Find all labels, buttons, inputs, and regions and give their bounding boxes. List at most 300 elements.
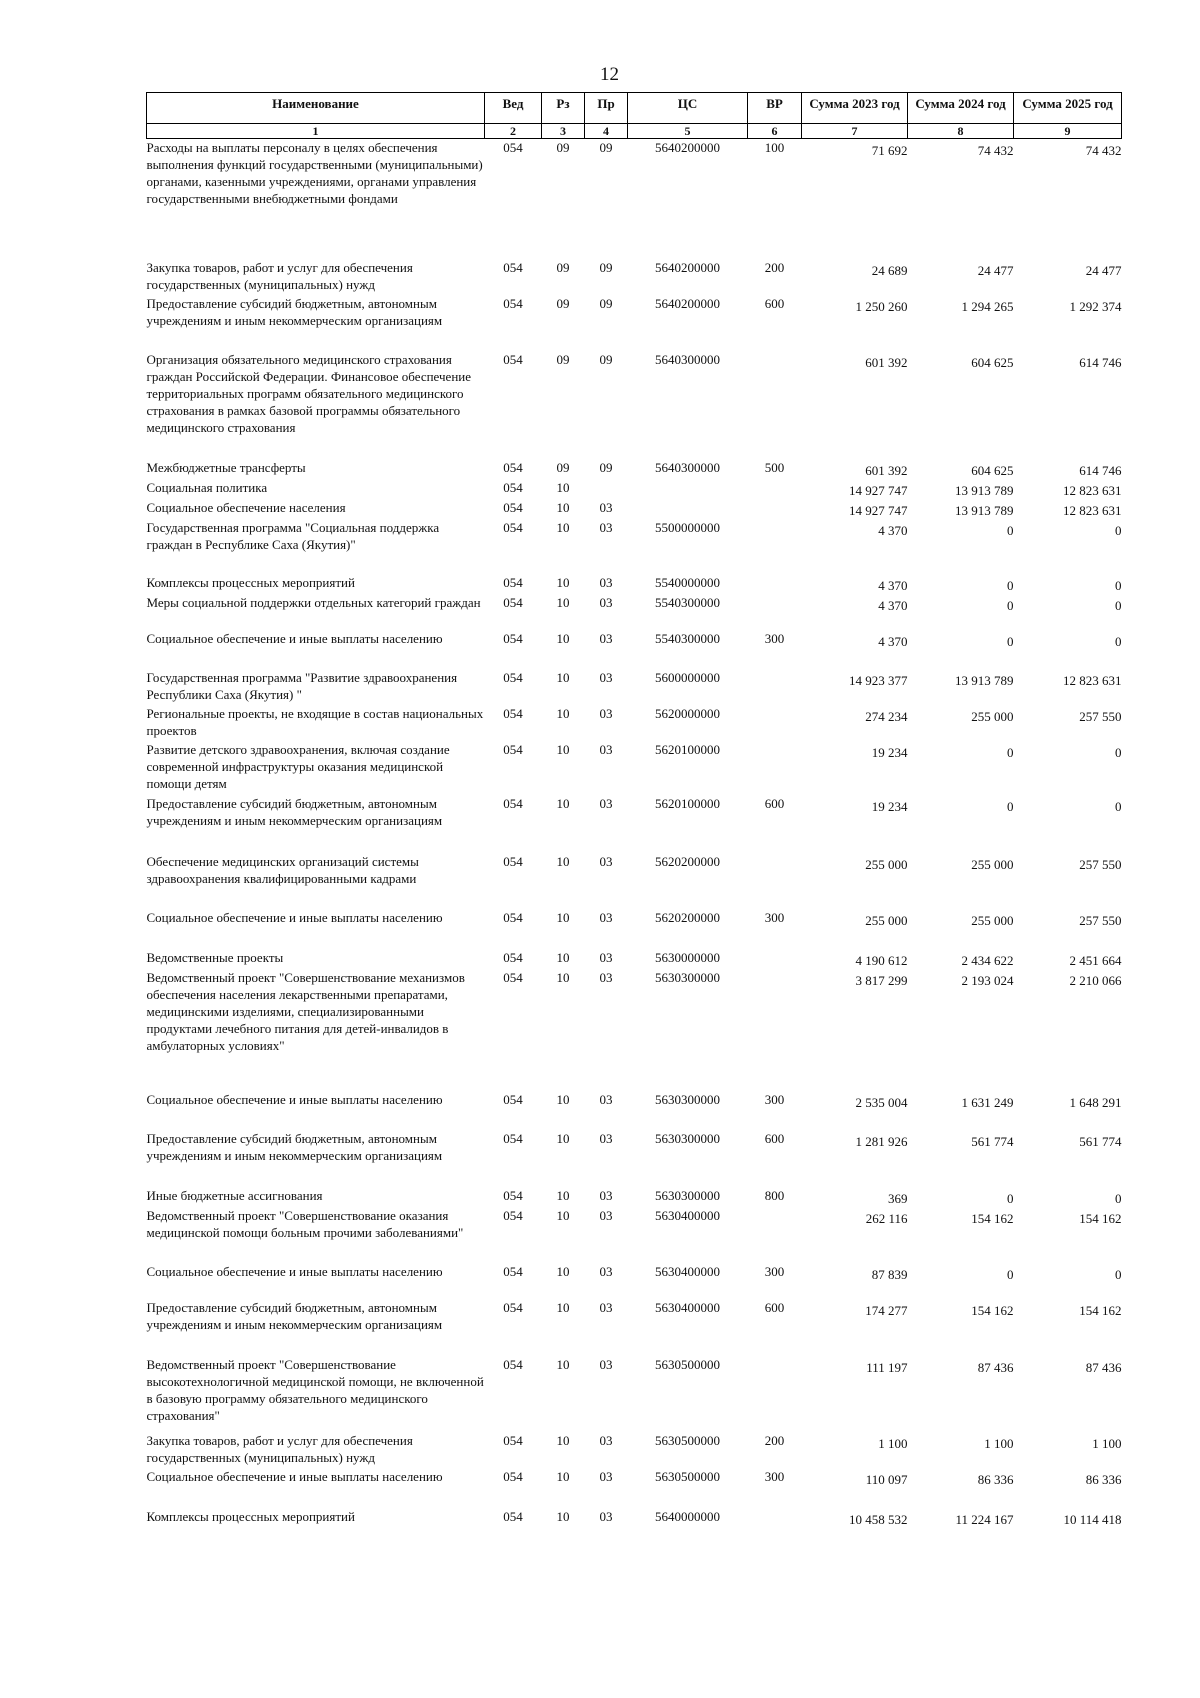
row-sum-2025: 0	[1115, 633, 1122, 649]
row-sum-2025: 0	[1115, 798, 1122, 814]
table-row	[147, 459, 1122, 479]
header-sum-2024: Сумма 2024 год	[908, 93, 1014, 124]
row-sum-2024: 74 432	[977, 143, 1014, 158]
row-sum-2025: 0	[1115, 1190, 1122, 1206]
row-name: Межбюджетные трансферты	[146, 459, 306, 475]
row-name: Закупка товаров, работ и услуг для обеспечения государственных (муниципальных) нужд	[146, 1432, 413, 1465]
row-sum-2024: 1 631 249	[961, 1094, 1014, 1110]
row-name: Комплексы процессных мероприятий	[146, 1508, 355, 1524]
row-sum-2024: 255 000	[971, 856, 1014, 872]
row-sum-2025: 0	[1115, 1266, 1122, 1282]
row-sum-2025: 257 550	[1079, 708, 1122, 724]
table-row	[147, 139, 1122, 259]
row-pr: 03	[599, 1130, 613, 1146]
row-vr: 300	[764, 1468, 785, 1484]
row-ved: 054	[503, 741, 523, 757]
row-cs: 5640200000	[655, 140, 720, 155]
row-sum-2024: 2 434 622	[961, 952, 1014, 968]
table-row	[147, 259, 1122, 295]
row-rz: 09	[556, 295, 570, 311]
row-vr: 300	[764, 630, 785, 646]
row-cs: 5630500000	[655, 1468, 720, 1484]
row-sum-2024: 13 913 789	[955, 672, 1014, 688]
row-sum-2025: 0	[1115, 577, 1122, 593]
table-row	[147, 1207, 1122, 1263]
table-row	[147, 295, 1122, 351]
row-ved: 054	[503, 705, 523, 721]
row-vr: 300	[764, 1263, 785, 1279]
row-vr	[748, 1356, 802, 1432]
row-pr: 09	[599, 140, 613, 155]
row-sum-2023: 2 535 004	[855, 1094, 908, 1110]
column-number: 4	[585, 124, 628, 139]
row-sum-2025: 74 432	[1085, 143, 1122, 158]
row-sum-2023: 14 927 747	[849, 502, 908, 518]
row-name: Ведомственные проекты	[146, 949, 284, 965]
row-ved: 054	[503, 1468, 523, 1484]
row-sum-2023: 255 000	[865, 912, 908, 928]
row-sum-2025: 2 210 066	[1069, 972, 1122, 988]
row-ved: 054	[503, 1263, 523, 1279]
column-number: 9	[1014, 124, 1122, 139]
row-cs: 5620100000	[655, 741, 720, 757]
row-ved: 054	[503, 140, 523, 155]
row-sum-2025: 614 746	[1079, 354, 1122, 370]
row-name: Организация обязательного медицинского страхования граждан Российской Федерации. Финансовое обеспечение территориальных программ обязательного медицинского страхования в рамках базовой программы обязательного медицинского страхования	[146, 351, 471, 435]
row-sum-2024: 0	[1007, 798, 1014, 814]
header-sum-2023: Сумма 2023 год	[802, 93, 908, 124]
row-sum-2024: 0	[1007, 522, 1014, 538]
row-cs: 5630000000	[655, 949, 720, 965]
row-rz: 10	[556, 705, 570, 721]
row-name: Ведомственный проект "Совершенствование механизмов обеспечения населения лекарственными препаратами, медицинскими изделиями, специализированными продуктами лечебного питания для детей-инвалидов в амбулаторных условиях"	[146, 969, 465, 1053]
row-pr: 09	[599, 351, 613, 367]
row-sum-2023: 262 116	[865, 1210, 908, 1226]
row-sum-2023: 10 458 532	[849, 1511, 908, 1527]
row-vr: 600	[764, 1299, 785, 1315]
row-sum-2025: 561 774	[1079, 1133, 1122, 1149]
row-sum-2023: 601 392	[865, 462, 908, 478]
row-ved: 054	[503, 1432, 523, 1448]
header-vr: ВР	[748, 93, 802, 124]
row-name: Предоставление субсидий бюджетным, автономным учреждениям и иным некоммерческим организациям	[146, 1130, 443, 1163]
row-sum-2023: 4 370	[878, 522, 908, 538]
header-rz: Рз	[542, 93, 585, 124]
row-ved: 054	[503, 259, 523, 275]
table-row	[147, 795, 1122, 853]
row-sum-2025: 1 292 374	[1069, 298, 1122, 314]
row-rz: 10	[556, 1356, 570, 1372]
row-vr	[748, 519, 802, 574]
row-ved: 054	[503, 1508, 523, 1524]
table-row	[147, 1432, 1122, 1468]
table-row	[147, 594, 1122, 630]
row-pr: 03	[599, 1207, 613, 1223]
row-sum-2024: 255 000	[971, 912, 1014, 928]
row-sum-2025: 87 436	[1085, 1359, 1122, 1375]
row-name: Социальное обеспечение и иные выплаты населению	[146, 909, 443, 925]
row-pr: 09	[599, 459, 613, 475]
row-sum-2024: 0	[1007, 1266, 1014, 1282]
row-rz: 10	[556, 1207, 570, 1223]
row-cs: 5600000000	[655, 669, 720, 685]
table-row	[147, 479, 1122, 499]
row-sum-2025: 154 162	[1079, 1302, 1122, 1318]
column-number: 6	[748, 124, 802, 139]
row-sum-2024: 24 477	[977, 262, 1014, 278]
table-row	[147, 351, 1122, 459]
row-name: Ведомственный проект "Совершенствование оказания медицинской помощи больным прочими заболеваниями"	[146, 1207, 464, 1240]
row-cs: 5640000000	[655, 1508, 720, 1524]
row-cs	[628, 479, 748, 499]
row-name: Ведомственный проект "Совершенствование высокотехнологичной медицинской помощи, не включенной в базовую программу обязательного медицинского страхования"	[146, 1356, 484, 1423]
row-ved: 054	[503, 909, 523, 925]
row-ved: 054	[503, 630, 523, 646]
header-pr: Пр	[585, 93, 628, 124]
row-cs: 5630400000	[655, 1299, 720, 1315]
row-rz: 10	[556, 1432, 570, 1448]
row-vr	[748, 853, 802, 909]
row-name: Закупка товаров, работ и услуг для обеспечения государственных (муниципальных) нужд	[146, 259, 413, 292]
row-sum-2023: 4 370	[878, 577, 908, 593]
row-sum-2024: 0	[1007, 597, 1014, 613]
row-pr: 03	[599, 1263, 613, 1279]
row-sum-2023: 369	[888, 1190, 908, 1206]
row-vr	[748, 479, 802, 499]
row-sum-2023: 3 817 299	[855, 972, 908, 988]
row-ved: 054	[503, 351, 523, 367]
row-cs: 5630500000	[655, 1432, 720, 1448]
row-cs: 5540000000	[655, 574, 720, 590]
table-row	[147, 1130, 1122, 1187]
row-vr	[748, 1508, 802, 1538]
row-sum-2024: 11 224 167	[955, 1511, 1014, 1527]
row-ved: 054	[503, 669, 523, 685]
row-sum-2024: 0	[1007, 633, 1014, 649]
row-sum-2024: 604 625	[971, 462, 1014, 478]
row-ved: 054	[503, 574, 523, 590]
row-vr	[748, 669, 802, 705]
row-sum-2023: 111 197	[866, 1359, 908, 1375]
row-sum-2025: 12 823 631	[1063, 502, 1122, 518]
row-sum-2025: 257 550	[1079, 856, 1122, 872]
row-ved: 054	[503, 1091, 523, 1107]
row-ved: 054	[503, 1356, 523, 1372]
row-vr	[748, 1207, 802, 1263]
row-name: Комплексы процессных мероприятий	[146, 574, 355, 590]
row-cs: 5620100000	[655, 795, 720, 811]
row-sum-2024: 0	[1007, 1190, 1014, 1206]
row-rz: 10	[556, 1130, 570, 1146]
row-vr	[748, 594, 802, 630]
row-rz: 10	[556, 1263, 570, 1279]
column-number: 2	[485, 124, 542, 139]
table-row	[147, 574, 1122, 594]
row-sum-2023: 255 000	[865, 856, 908, 872]
row-name: Расходы на выплаты персоналу в целях обеспечения выполнения функций государственными (муниципальными) органами, казенными учреждениями, органами управления государственными внебюджетными фондами	[146, 140, 483, 206]
row-vr: 200	[764, 259, 785, 275]
row-sum-2025: 1 100	[1092, 1435, 1122, 1451]
row-pr	[585, 479, 628, 499]
row-sum-2024: 561 774	[971, 1133, 1014, 1149]
column-number-row	[147, 124, 1122, 139]
row-sum-2024: 87 436	[977, 1359, 1014, 1375]
header-ved: Вед	[485, 93, 542, 124]
row-cs: 5620200000	[655, 909, 720, 925]
row-rz: 10	[556, 499, 570, 515]
row-cs: 5540300000	[655, 630, 720, 646]
row-name: Социальное обеспечение и иные выплаты населению	[146, 1263, 443, 1279]
row-cs: 5630300000	[655, 1187, 720, 1203]
row-sum-2023: 87 839	[871, 1266, 908, 1282]
row-cs: 5630400000	[655, 1263, 720, 1279]
row-pr: 03	[599, 1508, 613, 1524]
row-vr: 100	[764, 140, 785, 155]
row-cs: 5630300000	[655, 969, 720, 985]
table-row	[147, 1187, 1122, 1207]
row-rz: 10	[556, 909, 570, 925]
row-vr	[748, 351, 802, 459]
table-row	[147, 1468, 1122, 1508]
row-rz: 09	[556, 351, 570, 367]
row-vr	[748, 499, 802, 519]
row-sum-2025: 12 823 631	[1063, 482, 1122, 498]
row-ved: 054	[503, 795, 523, 811]
row-pr: 03	[599, 594, 613, 610]
row-sum-2023: 4 190 612	[855, 952, 908, 968]
row-pr: 09	[599, 295, 613, 311]
row-rz: 10	[556, 795, 570, 811]
row-pr: 03	[599, 1468, 613, 1484]
row-vr	[748, 574, 802, 594]
row-rz: 10	[556, 594, 570, 610]
row-pr: 03	[599, 1299, 613, 1315]
row-rz: 10	[556, 949, 570, 965]
row-name: Социальное обеспечение населения	[146, 499, 346, 515]
row-sum-2024: 0	[1007, 577, 1014, 593]
row-pr: 03	[599, 909, 613, 925]
row-vr: 300	[764, 1091, 785, 1107]
row-sum-2023: 110 097	[865, 1471, 908, 1487]
table-row	[147, 1263, 1122, 1299]
row-cs: 5630300000	[655, 1130, 720, 1146]
row-sum-2025: 154 162	[1079, 1210, 1122, 1226]
row-name: Меры социальной поддержки отдельных категорий граждан	[146, 594, 481, 610]
table-row	[147, 949, 1122, 969]
row-ved: 054	[503, 1299, 523, 1315]
row-name: Предоставление субсидий бюджетным, автономным учреждениям и иным некоммерческим организациям	[146, 295, 443, 328]
row-pr: 03	[599, 574, 613, 590]
table-row	[147, 499, 1122, 519]
column-number: 1	[147, 124, 485, 139]
row-name: Предоставление субсидий бюджетным, автономным учреждениям и иным некоммерческим организациям	[146, 1299, 443, 1332]
row-ved: 054	[503, 1187, 523, 1203]
row-cs	[628, 499, 748, 519]
row-rz: 10	[556, 741, 570, 757]
row-rz: 10	[556, 1187, 570, 1203]
column-number: 8	[908, 124, 1014, 139]
row-cs: 5640300000	[655, 351, 720, 367]
row-ved: 054	[503, 499, 523, 515]
column-number: 7	[802, 124, 908, 139]
row-sum-2023: 24 689	[871, 262, 908, 278]
row-sum-2024: 1 100	[984, 1435, 1014, 1451]
table-row	[147, 630, 1122, 669]
row-vr	[748, 741, 802, 795]
budget-table	[146, 92, 1122, 1538]
row-sum-2025: 0	[1115, 597, 1122, 613]
row-sum-2025: 0	[1115, 522, 1122, 538]
row-pr: 03	[599, 519, 613, 535]
row-rz: 10	[556, 669, 570, 685]
row-sum-2025: 10 114 418	[1063, 1511, 1122, 1527]
row-pr: 03	[599, 499, 613, 515]
row-name: Предоставление субсидий бюджетным, автономным учреждениям и иным некоммерческим организациям	[146, 795, 443, 828]
row-ved: 054	[503, 969, 523, 985]
row-rz: 10	[556, 479, 570, 495]
row-sum-2023: 14 923 377	[849, 672, 908, 688]
row-name: Социальное обеспечение и иные выплаты населению	[146, 1091, 443, 1107]
table-row	[147, 519, 1122, 574]
row-cs: 5620200000	[655, 853, 720, 869]
row-sum-2024: 2 193 024	[961, 972, 1014, 988]
row-sum-2024: 604 625	[971, 354, 1014, 370]
row-pr: 03	[599, 741, 613, 757]
row-rz: 09	[556, 140, 570, 155]
row-name: Государственная программа "Развитие здравоохранения Республики Саха (Якутия) "	[146, 669, 458, 702]
page-number: 12	[600, 64, 619, 85]
row-sum-2023: 1 281 926	[855, 1133, 908, 1149]
row-ved: 054	[503, 1207, 523, 1223]
row-sum-2023: 71 692	[871, 143, 908, 158]
row-sum-2023: 4 370	[878, 597, 908, 613]
row-pr: 03	[599, 669, 613, 685]
row-vr: 300	[764, 909, 785, 925]
table-row	[147, 1091, 1122, 1130]
row-sum-2024: 154 162	[971, 1302, 1014, 1318]
header-cs: ЦС	[628, 93, 748, 124]
row-vr: 600	[764, 1130, 785, 1146]
row-vr: 500	[764, 459, 785, 475]
table-row	[147, 969, 1122, 1091]
row-sum-2023: 274 234	[865, 708, 908, 724]
row-rz: 10	[556, 1299, 570, 1315]
row-vr: 600	[764, 795, 785, 811]
row-vr	[748, 705, 802, 741]
row-name: Государственная программа "Социальная поддержка граждан в Республике Саха (Якутия)"	[146, 519, 440, 552]
row-name: Социальное обеспечение и иные выплаты населению	[146, 630, 443, 646]
row-ved: 054	[503, 949, 523, 965]
row-vr: 200	[764, 1432, 785, 1448]
row-ved: 054	[503, 519, 523, 535]
row-rz: 09	[556, 259, 570, 275]
row-pr: 03	[599, 1432, 613, 1448]
row-pr: 03	[599, 1356, 613, 1372]
row-ved: 054	[503, 479, 523, 495]
row-rz: 10	[556, 1091, 570, 1107]
header-sum-2025: Сумма 2025 год	[1014, 93, 1122, 124]
row-sum-2024: 255 000	[971, 708, 1014, 724]
row-cs: 5620000000	[655, 705, 720, 721]
row-sum-2023: 14 927 747	[849, 482, 908, 498]
row-sum-2024: 154 162	[971, 1210, 1014, 1226]
row-rz: 10	[556, 969, 570, 985]
row-sum-2023: 1 250 260	[855, 298, 908, 314]
row-ved: 054	[503, 853, 523, 869]
row-cs: 5540300000	[655, 594, 720, 610]
row-sum-2024: 1 294 265	[961, 298, 1014, 314]
row-sum-2025: 24 477	[1085, 262, 1122, 278]
row-name: Иные бюджетные ассигнования	[146, 1187, 323, 1203]
row-rz: 10	[556, 853, 570, 869]
table-row	[147, 705, 1122, 741]
row-pr: 03	[599, 853, 613, 869]
row-name: Региональные проекты, не входящие в состав национальных проектов	[146, 705, 484, 738]
row-ved: 054	[503, 594, 523, 610]
row-pr: 03	[599, 795, 613, 811]
table-row	[147, 741, 1122, 795]
row-pr: 03	[599, 630, 613, 646]
table-row	[147, 909, 1122, 949]
row-ved: 054	[503, 1130, 523, 1146]
row-vr: 800	[764, 1187, 785, 1203]
column-number: 3	[542, 124, 585, 139]
row-name: Развитие детского здравоохранения, включая создание современной инфраструктуры оказания медицинской помощи детям	[146, 741, 450, 791]
row-cs: 5630400000	[655, 1207, 720, 1223]
row-rz: 10	[556, 519, 570, 535]
row-rz: 10	[556, 630, 570, 646]
row-cs: 5640300000	[655, 459, 720, 475]
row-rz: 10	[556, 1508, 570, 1524]
row-sum-2024: 86 336	[977, 1471, 1014, 1487]
row-sum-2025: 0	[1115, 744, 1122, 760]
header-row	[147, 93, 1122, 124]
column-number: 5	[628, 124, 748, 139]
row-cs: 5500000000	[655, 519, 720, 535]
row-sum-2024: 13 913 789	[955, 502, 1014, 518]
row-rz: 10	[556, 1468, 570, 1484]
row-sum-2023: 1 100	[878, 1435, 908, 1451]
row-sum-2024: 0	[1007, 744, 1014, 760]
row-cs: 5630500000	[655, 1356, 720, 1372]
row-vr	[748, 969, 802, 1091]
row-sum-2025: 86 336	[1085, 1471, 1122, 1487]
row-pr: 03	[599, 1091, 613, 1107]
table-row	[147, 853, 1122, 909]
row-cs: 5640200000	[655, 295, 720, 311]
row-sum-2025: 2 451 664	[1069, 952, 1122, 968]
row-sum-2023: 19 234	[871, 744, 908, 760]
row-ved: 054	[503, 459, 523, 475]
table-row	[147, 1356, 1122, 1432]
row-sum-2023: 19 234	[871, 798, 908, 814]
row-rz: 10	[556, 574, 570, 590]
row-ved: 054	[503, 295, 523, 311]
row-cs: 5640200000	[655, 259, 720, 275]
row-vr	[748, 949, 802, 969]
row-sum-2023: 174 277	[865, 1302, 908, 1318]
row-sum-2024: 13 913 789	[955, 482, 1014, 498]
row-sum-2025: 257 550	[1079, 912, 1122, 928]
row-sum-2025: 1 648 291	[1069, 1094, 1122, 1110]
row-sum-2023: 4 370	[878, 633, 908, 649]
row-name: Социальное обеспечение и иные выплаты населению	[146, 1468, 443, 1484]
row-name: Обеспечение медицинских организаций системы здравоохранения квалифицированными кадрами	[146, 853, 419, 886]
table-row	[147, 1299, 1122, 1356]
row-name: Социальная политика	[146, 479, 268, 495]
table-row	[147, 1508, 1122, 1538]
row-sum-2025: 12 823 631	[1063, 672, 1122, 688]
